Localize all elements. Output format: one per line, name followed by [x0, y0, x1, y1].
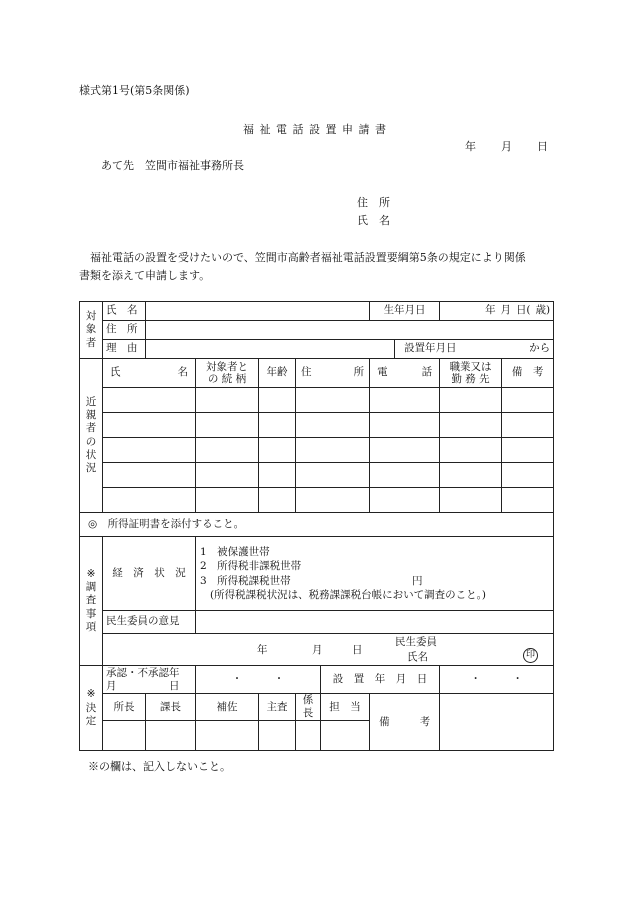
relatives-header-occupation: 職業又は 勤 務 先 [440, 359, 502, 388]
birth-age-label: 歳) [535, 304, 551, 317]
relative-name-cell[interactable] [103, 463, 196, 488]
subject-name-field[interactable] [146, 302, 370, 321]
relatives-row [80, 488, 554, 513]
relative-remarks-cell[interactable] [502, 388, 554, 413]
relative-relation-cell[interactable] [196, 488, 259, 513]
subject-birthdate-field[interactable] [440, 302, 554, 321]
relatives-row [80, 438, 554, 463]
relative-phone-cell[interactable] [370, 438, 440, 463]
relative-address-cell[interactable] [296, 413, 370, 438]
install-from-label: から [529, 342, 551, 355]
relatives-section-label: 近 親 者 の 状 況 [80, 359, 103, 513]
subject-section-label: 対 象 者 [80, 302, 103, 359]
seal-icon: 印 [523, 648, 538, 663]
subject-reason-field[interactable] [146, 340, 395, 359]
relative-occupation-cell[interactable] [440, 438, 502, 463]
relative-occupation-cell[interactable] [440, 388, 502, 413]
relative-relation-cell[interactable] [196, 413, 259, 438]
relative-age-cell[interactable] [259, 438, 296, 463]
relative-phone-cell[interactable] [370, 413, 440, 438]
stamp-subsection-chief-cell[interactable] [296, 721, 321, 751]
welfare-commissioner-label: 民生委員 [395, 635, 437, 648]
subject-address-field[interactable] [146, 321, 554, 340]
stamp-section-chief-cell[interactable] [146, 721, 196, 751]
decision-section-label: ※ 決 定 [80, 666, 103, 751]
opinion-year-label: 年 [257, 643, 268, 656]
option-taxed-household[interactable]: 3 所得税課税世帯 円 [200, 574, 423, 587]
relatives-header-name: 氏 名 [103, 359, 196, 388]
relative-occupation-cell[interactable] [440, 413, 502, 438]
relative-name-cell[interactable] [103, 413, 196, 438]
welfare-opinion-field[interactable] [196, 611, 554, 634]
relatives-header-address: 住 所 [296, 359, 370, 388]
relatives-header-remarks: 備 考 [502, 359, 554, 388]
role-director-label: 所長 [103, 694, 146, 721]
opinion-month-label: 月 [312, 643, 323, 656]
subject-name-label: 氏 名 [103, 302, 146, 321]
subject-address-label: 住 所 [103, 321, 146, 340]
relative-relation-cell[interactable] [196, 463, 259, 488]
intro-text-line1: 福祉電話の設置を受けたいので、笠間市高齢者福祉電話設置要綱第5条の規定により関係 [90, 251, 526, 264]
relative-occupation-cell[interactable] [440, 463, 502, 488]
relative-occupation-cell[interactable] [440, 488, 502, 513]
subject-reason-label: 理 由 [103, 340, 146, 359]
welfare-opinion-label: 民生委員の意見 [103, 611, 196, 634]
role-section-chief-label: 課長 [146, 694, 196, 721]
relative-address-cell[interactable] [296, 388, 370, 413]
economic-status-label: 経 済 状 況 [103, 537, 196, 611]
option-welfare-household[interactable]: 1 被保護世帯 [200, 546, 270, 559]
decision-install-date-label: 設 置 年 月 日 [321, 666, 440, 694]
income-certificate-note: ◎ 所得証明書を添付すること。 [80, 513, 554, 537]
relative-relation-cell[interactable] [196, 388, 259, 413]
stamp-assistant-cell[interactable] [196, 721, 259, 751]
relative-age-cell[interactable] [259, 413, 296, 438]
relatives-row [80, 388, 554, 413]
relative-address-cell[interactable] [296, 488, 370, 513]
subject-install-date-field[interactable] [395, 340, 554, 359]
relative-name-cell[interactable] [103, 438, 196, 463]
applicant-name-label: 氏 名 [357, 214, 390, 227]
birth-day-label: 日( [515, 304, 531, 317]
approval-date-field[interactable]: ・ ・ [196, 666, 321, 694]
install-date-label: 設置年月日 [404, 342, 457, 355]
application-form-table [79, 301, 554, 751]
date-day-label: 日 [537, 140, 548, 153]
relatives-header-age: 年齢 [259, 359, 296, 388]
relative-relation-cell[interactable] [196, 438, 259, 463]
intro-text-line2: 書類を添えて申請します。 [79, 269, 211, 282]
economic-status-options [196, 537, 554, 611]
applicant-address-label: 住 所 [357, 196, 390, 209]
role-staff-label: 担 当 [321, 694, 370, 721]
relatives-row [80, 463, 554, 488]
relative-remarks-cell[interactable] [502, 413, 554, 438]
yen-label: 円 [412, 574, 423, 587]
relative-age-cell[interactable] [259, 488, 296, 513]
role-assistant-label: 補佐 [196, 694, 259, 721]
birth-month-label: 月 [500, 304, 511, 317]
relative-address-cell[interactable] [296, 463, 370, 488]
stamp-supervisor-cell[interactable] [259, 721, 296, 751]
relative-phone-cell[interactable] [370, 388, 440, 413]
relative-phone-cell[interactable] [370, 488, 440, 513]
decision-install-date-field[interactable]: ・ ・ [440, 666, 554, 694]
date-month-label: 月 [501, 140, 512, 153]
opinion-day-label: 日 [352, 643, 363, 656]
relatives-row [80, 413, 554, 438]
date-year-label: 年 [465, 140, 476, 153]
relative-remarks-cell[interactable] [502, 488, 554, 513]
footer-note: ※の欄は、記入しないこと。 [88, 760, 231, 773]
form-number: 様式第1号(第5条関係) [79, 84, 190, 97]
survey-section-label: ※ 調 査 事 項 [80, 537, 103, 666]
option-tax-exempt-household[interactable]: 2 所得税非課税世帯 [200, 560, 302, 573]
relative-remarks-cell[interactable] [502, 463, 554, 488]
role-subsection-chief-label: 係長 [296, 694, 321, 721]
stamp-director-cell[interactable] [103, 721, 146, 751]
approval-date-label: 承認・不承認年 月 日 [103, 666, 196, 694]
relative-age-cell[interactable] [259, 463, 296, 488]
stamp-staff-cell[interactable] [321, 721, 370, 751]
relative-address-cell[interactable] [296, 438, 370, 463]
relatives-header-phone: 電 話 [370, 359, 440, 388]
birth-year-label: 年 [485, 304, 496, 317]
relative-age-cell[interactable] [259, 388, 296, 413]
role-supervisor-label: 主査 [259, 694, 296, 721]
subject-birthdate-label: 生年月日 [370, 302, 440, 321]
relative-name-cell[interactable] [103, 488, 196, 513]
relative-name-cell[interactable] [103, 388, 196, 413]
welfare-commissioner-row [103, 634, 554, 666]
addressee: あて先 笠間市福祉事務所長 [101, 159, 244, 172]
relative-remarks-cell[interactable] [502, 438, 554, 463]
tax-status-note: (所得税課税状況は、税務課課税台帳において調査のこと。) [210, 588, 486, 601]
decision-remarks-field[interactable] [440, 694, 554, 751]
form-title: 福 祉 電 話 設 置 申 請 書 [243, 123, 387, 136]
welfare-commissioner-name-label: 氏名 [407, 650, 428, 663]
decision-remarks-label: 備 考 [370, 694, 440, 751]
relatives-header-relation: 対象者と の 続 柄 [196, 359, 259, 388]
relative-phone-cell[interactable] [370, 463, 440, 488]
